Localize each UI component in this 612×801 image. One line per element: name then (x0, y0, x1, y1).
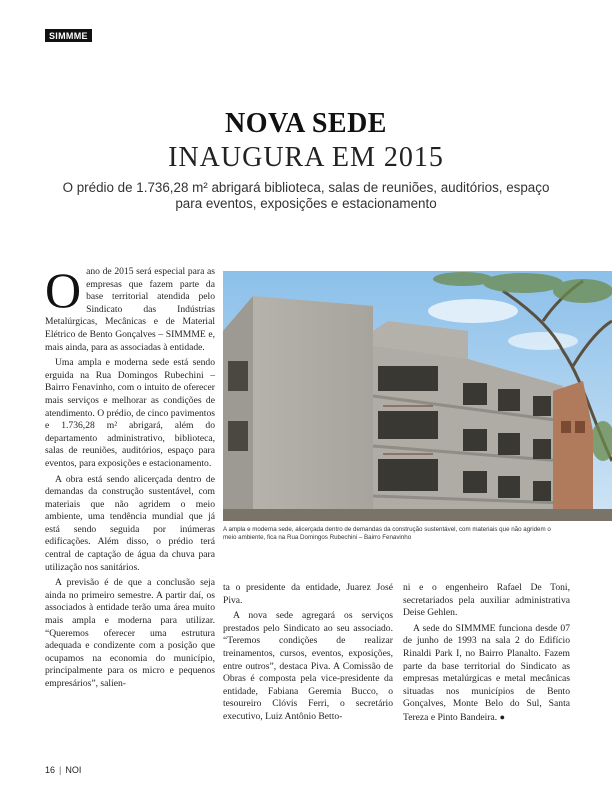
paragraph: Uma ampla e moderna sede está sendo erguida na Rua Domingos Rubechini – Bairro Fenavinho, com o intuito de oferecer mais serviços e melhorar as condições de atendimento. O prédio, de cinco pavimentos e 1.736,28 m² abrigará, além do departamento administrativo, biblioteca, salas de reuniões, auditórios, espaço para eventos, para exposições e estacionamento. (45, 357, 215, 469)
paragraph (403, 623, 570, 725)
building-photo (223, 271, 612, 521)
page-number: 16 (45, 765, 56, 775)
drop-cap: O (45, 262, 82, 318)
paragraph-text: A sede do SIMMME funciona desde 07 de junho de 1993 na sala 2 do Edifício Rinaldi Park I, no Bairro Planalto. Fazem parte da base territorial do Sindicato as empresas metalúrgicas e metal mecânicas situadas nos municípios de Bento Gonçalves, Monte Belo do Sul, Santa Tereza e Pinto Bandeira. (403, 622, 570, 723)
article-column-2 (223, 582, 393, 727)
building-photo-illustration (223, 271, 612, 521)
paragraph: ni e o engenheiro Rafael De Toni, secretariados pela auxiliar administrativa Deise Gehlen. (403, 582, 570, 619)
page-footer (45, 765, 81, 775)
article-column-1 (45, 262, 215, 694)
photo-caption: A ampla e moderna sede, alicerçada dentro de demandas da construção sustentável, com materiais que não agridem o meio ambiente, fica na Rua Domingos Rubechini – Bairro Fenavinho (223, 526, 551, 541)
headline-subtitle: INAUGURA EM 2015 (168, 142, 444, 173)
paragraph: A previsão é de que a conclusão seja ainda no primeiro semestre. A partir daí, os associados à entidade terão uma área muito mais ampla e moderna para utilizar. “Queremos oferecer uma estrutura adequada e condizente com a posição que ocupamos na economia do município, principalmente para os micro e pequenos empresários”, salien- (45, 577, 215, 689)
article-column-3 (403, 582, 570, 728)
paragraph: A obra está sendo alicerçada dentro de demandas da construção sustentável, com materiais que não agridem o meio ambiente, uma tendência mundial que já está sendo seguida por inúmeras edificações. Além disso, o prédio terá central de captação de água da chuva para utilização nos sanitários. (45, 473, 215, 573)
footer-separator: | (59, 765, 62, 775)
magazine-name: NOI (65, 765, 82, 775)
section-tag: SIMMME (45, 29, 92, 42)
headline-title: NOVA SEDE (225, 108, 387, 139)
paragraph: ano de 2015 será especial para as empresas que fazem parte da base territorial atendida pelo Sindicato das Indústrias Metalúrgicas, Mecânicas e de Material Elétrico de Bento Gonçalves – SIMMME e, mais ainda, para as associadas à entidade. (45, 266, 215, 353)
headline-deck: O prédio de 1.736,28 m² abrigará biblioteca, salas de reuniões, auditórios, espaço para eventos, exposições e estacionamento (62, 180, 550, 211)
end-mark-icon: ● (499, 711, 506, 722)
paragraph: A nova sede agregará os serviços prestados pelo Sindicato ao seu associado. “Teremos condições de realizar treinamentos, cursos, eventos, exposições, entre outros”, destaca Piva. A Comissão de Obras é composta pela vice-presidente da entidade, Fabiana Geremia Bucco, o tesoureiro Clóvis Ferri, o secretário executivo, Luiz Antônio Betto- (223, 610, 393, 722)
paragraph: ta o presidente da entidade, Juarez José Piva. (223, 582, 393, 606)
